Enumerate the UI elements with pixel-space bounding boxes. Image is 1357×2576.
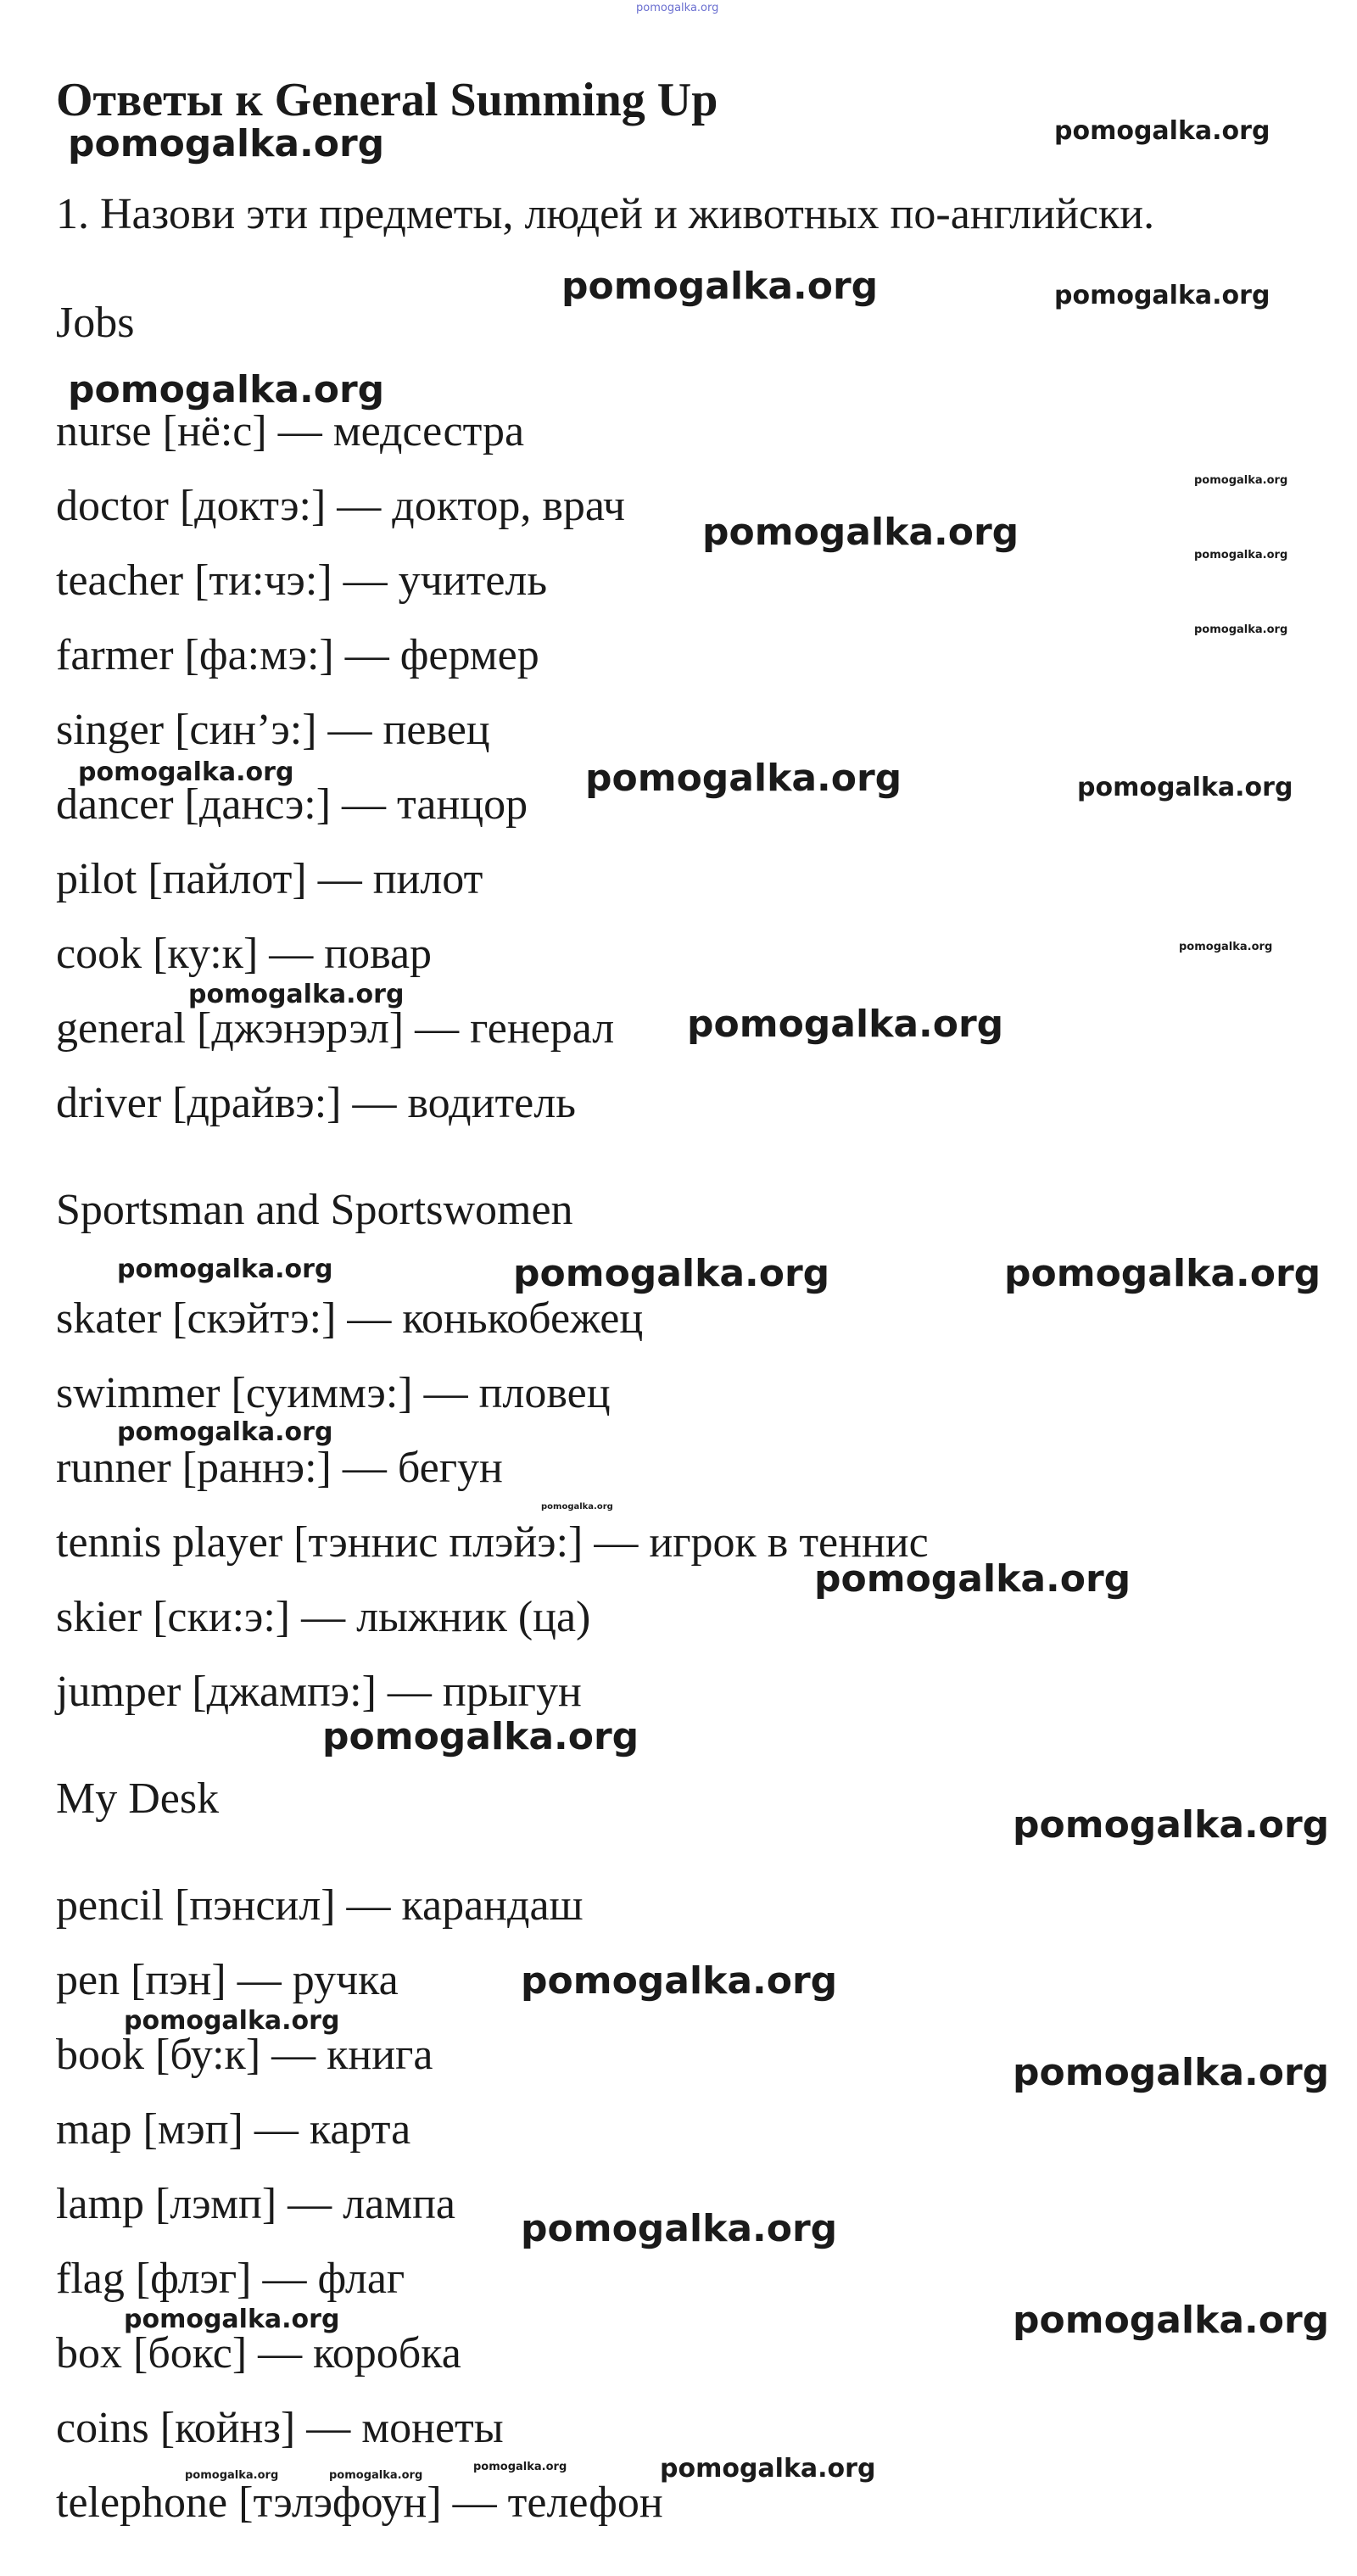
list-item: jumper [джампэ:] — прыгун <box>56 1668 582 1716</box>
list-item: flag [флэг] — флаг <box>56 2255 405 2303</box>
watermark: pomogalka.org <box>814 1557 1131 1601</box>
watermark: pomogalka.org <box>660 2454 876 2484</box>
watermark: pomogalka.org <box>1013 2299 1330 2342</box>
list-item: driver [драйвэ:] — водитель <box>56 1079 576 1127</box>
list-item: runner [раннэ:] — бегун <box>56 1444 503 1492</box>
watermark: pomogalka.org <box>329 2469 423 2482</box>
list-item: general [джэнэрэл] — генерал <box>56 1004 615 1053</box>
watermark: pomogalka.org <box>1054 281 1270 310</box>
watermark: pomogalka.org <box>513 1252 830 1295</box>
list-item: pencil [пэнсил] — карандаш <box>56 1881 584 1930</box>
watermark: pomogalka.org <box>1004 1252 1321 1295</box>
list-item: skater [скэйтэ:] — конькобежец <box>56 1294 644 1343</box>
watermark: pomogalka.org <box>78 757 294 787</box>
list-item: coins [койнз] — монеты <box>56 2404 504 2452</box>
watermark: pomogalka.org <box>541 1502 613 1512</box>
watermark: pomogalka.org <box>1194 549 1288 562</box>
watermark: pomogalka.org <box>322 1715 639 1758</box>
list-item: singer [син’э:] — певец <box>56 706 490 754</box>
section-heading-jobs: Jobs <box>56 299 135 347</box>
page-title: Ответы к General Summing Up <box>56 74 718 126</box>
task-instruction: 1. Назови эти предметы, людей и животных по-английски. <box>56 190 1155 238</box>
watermark: pomogalka.org <box>117 1254 333 1284</box>
list-item: nurse [нё:с] — медсестра <box>56 407 525 455</box>
watermark: pomogalka.org <box>117 1417 333 1447</box>
watermark: pomogalka.org <box>702 511 1019 554</box>
watermark: pomogalka.org <box>1077 773 1293 802</box>
watermark: pomogalka.org <box>1013 2051 1330 2094</box>
list-item: box [бокс] — коробка <box>56 2329 461 2378</box>
watermark: pomogalka.org <box>561 265 879 308</box>
list-item: book [бу:к] — книга <box>56 2031 433 2079</box>
watermark: pomogalka.org <box>1179 941 1273 953</box>
watermark: pomogalka.org <box>68 122 385 165</box>
list-item: pen [пэн] — ручка <box>56 1956 399 2004</box>
section-heading-sports: Sportsman and Sportswomen <box>56 1186 573 1234</box>
watermark: pomogalka.org <box>1194 474 1288 487</box>
watermark: pomogalka.org <box>185 2469 279 2482</box>
watermark: pomogalka.org <box>585 757 902 800</box>
list-item: cook [ку:к] — повар <box>56 930 433 978</box>
list-item: dancer [дансэ:] — танцор <box>56 780 528 829</box>
watermark: pomogalka.org <box>188 980 405 1009</box>
watermark: pomogalka.org <box>473 2461 567 2473</box>
list-item: lamp [лэмп] — лампа <box>56 2180 455 2228</box>
list-item: farmer [фа:мэ:] — фермер <box>56 631 539 679</box>
list-item: swimmer [суиммэ:] — пловец <box>56 1369 611 1417</box>
watermark-top: pomogalka.org <box>636 2 719 14</box>
list-item: telephone [тэлэфоун] — телефон <box>56 2478 663 2527</box>
watermark: pomogalka.org <box>521 1959 838 2003</box>
list-item: doctor [доктэ:] — доктор, врач <box>56 482 626 530</box>
section-heading-my-desk: My Desk <box>56 1774 220 1823</box>
watermark: pomogalka.org <box>1054 116 1270 146</box>
list-item: skier [ски:э:] — лыжник (ца) <box>56 1593 591 1641</box>
watermark: pomogalka.org <box>521 2207 838 2250</box>
list-item: tennis player [тэннис плэйэ:] — игрок в теннис <box>56 1518 929 1567</box>
watermark: pomogalka.org <box>68 368 385 411</box>
watermark: pomogalka.org <box>124 2305 340 2334</box>
list-item: map [мэп] — карта <box>56 2105 411 2154</box>
watermark: pomogalka.org <box>1194 623 1288 636</box>
list-item: pilot [пайлот] — пилот <box>56 855 483 903</box>
watermark: pomogalka.org <box>124 2006 340 2036</box>
watermark: pomogalka.org <box>1013 1803 1330 1847</box>
watermark: pomogalka.org <box>687 1003 1004 1046</box>
list-item: teacher [ти:чэ:] — учитель <box>56 556 548 605</box>
